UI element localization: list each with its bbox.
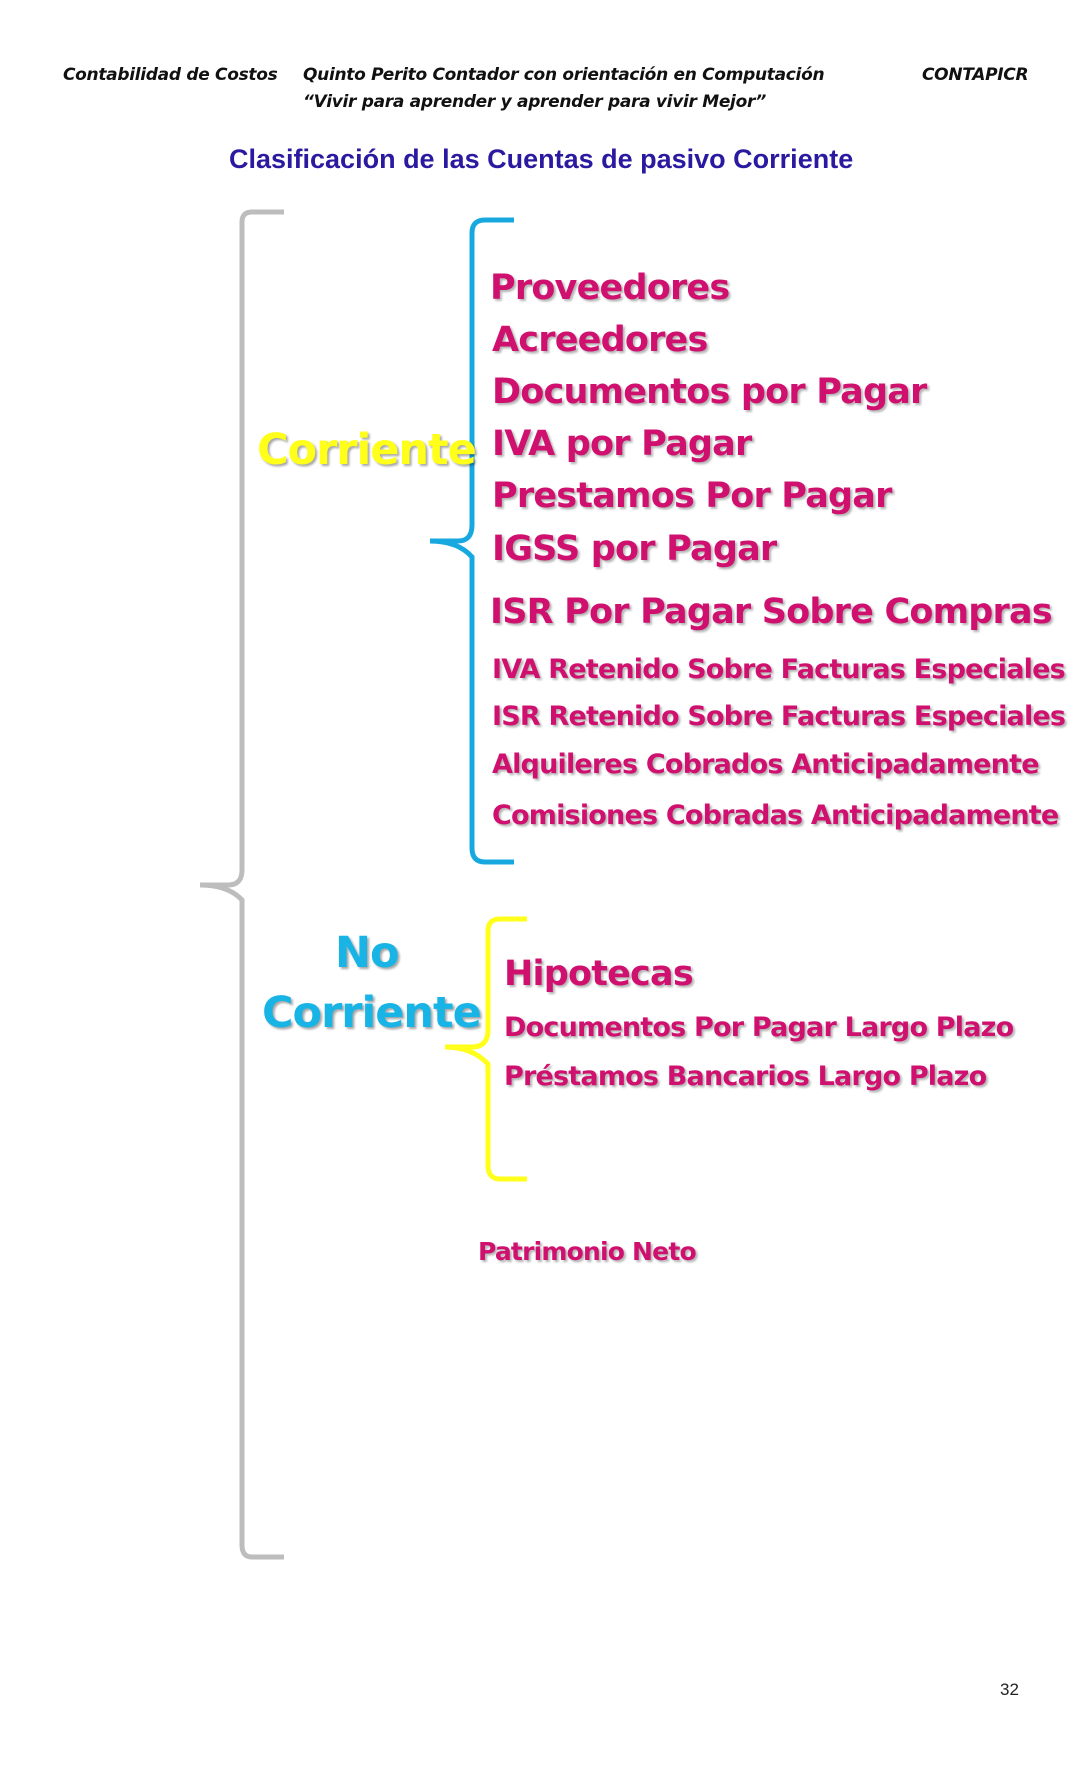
corriente-item: Acreedores: [492, 320, 708, 360]
corriente-item: Documentos por Pagar: [492, 372, 927, 412]
corriente-item: IVA Retenido Sobre Facturas Especiales: [492, 654, 1065, 685]
corriente-item: Prestamos Por Pagar: [492, 476, 892, 516]
header-left: Contabilidad de Costos: [63, 65, 278, 85]
page-number: 32: [1000, 1680, 1019, 1699]
no-corriente-item: Documentos Por Pagar Largo Plazo: [504, 1012, 1014, 1043]
patrimonio-neto: Patrimonio Neto: [478, 1237, 696, 1266]
page-title: Clasificación de las Cuentas de pasivo Corriente: [229, 144, 854, 174]
corriente-item: IGSS por Pagar: [492, 529, 777, 569]
header-center-line2: “Vivir para aprender y aprender para vivir Mejor”: [303, 92, 767, 112]
no-corriente-item: Préstamos Bancarios Largo Plazo: [504, 1061, 987, 1092]
header-center-line1: Quinto Perito Contador con orientación en Computación: [303, 65, 825, 85]
outer-bracket: [200, 212, 284, 1557]
no-corriente-label-line1: No: [335, 928, 399, 978]
corriente-item: Alquileres Cobrados Anticipadamente: [492, 749, 1039, 780]
corriente-item: Proveedores: [490, 268, 730, 308]
corriente-item: IVA por Pagar: [492, 424, 752, 464]
no-corriente-item: Hipotecas: [504, 954, 693, 994]
corriente-item: Comisiones Cobradas Anticipadamente: [492, 800, 1059, 831]
corriente-item: ISR Retenido Sobre Facturas Especiales: [492, 701, 1066, 732]
corriente-label: Corriente: [257, 425, 476, 475]
no-corriente-label-line2: Corriente: [262, 988, 481, 1038]
corriente-item: ISR Por Pagar Sobre Compras: [490, 592, 1052, 632]
header-right: CONTAPICR: [922, 65, 1029, 85]
